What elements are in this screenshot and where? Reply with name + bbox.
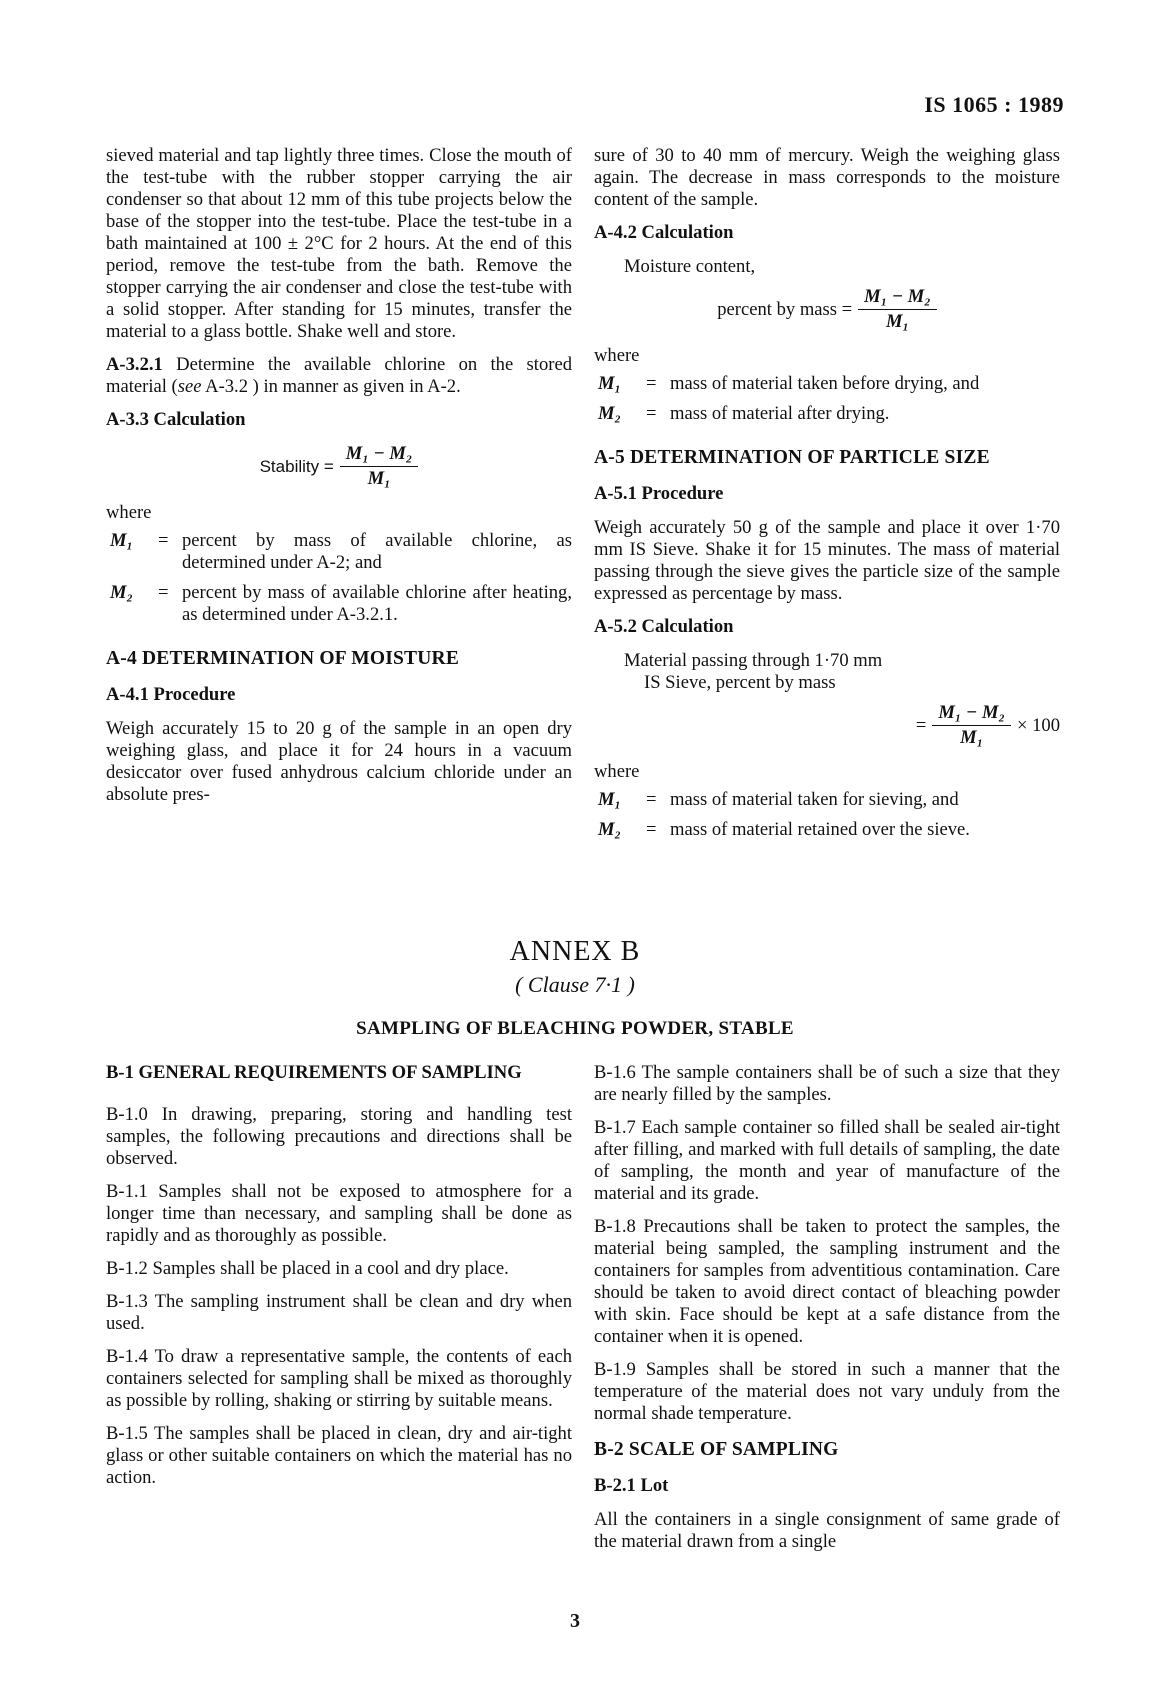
definition-symbol: M₂ [598,403,622,424]
formula-multiplier: × 100 [1016,714,1060,736]
fraction [932,702,1011,749]
heading-b-1: B-1 GENERAL REQUIREMENTS OF SAMPLING [106,1062,522,1083]
page-number: 3 [570,1610,580,1632]
where-label: where [106,502,152,523]
left-column-bottom [106,1062,572,1500]
stability-formula [106,443,572,490]
clause-b-1-1: B-1.1 Samples shall not be exposed to atmosphere for a longer time than necessary, and sampling shall be done as rapidly and as thoroughly as possible. [106,1181,572,1246]
paragraph-a-5-1: Weigh accurately 50 g of the sample and place it over 1·70 mm IS Sieve. Shake it for 15 minutes. The mass of material passing through the sieve gives the particle size of the sample expressed as percentage by mass. [594,517,1060,604]
paragraph-a-4-1: Weigh accurately 15 to 20 g of the sample in an open dry weighing glass, and place it for 24 hours in a vacuum desiccator over fused anhydrous calcium chloride under an absolute pres- [106,718,572,805]
right-column-top [594,145,1060,849]
definition-row [106,582,572,626]
definition-text: mass of material taken before drying, and [670,373,980,394]
clause-number: A-3.2.1 [106,354,163,375]
heading-a-4: A-4 DETERMINATION OF MOISTURE [106,648,460,669]
definition-equals: = [646,373,657,394]
annex-subtitle: SAMPLING OF BLEACHING POWDER, STABLE [356,1018,794,1039]
clause-b-1-0: B-1.0 In drawing, preparing, storing and handling test samples, the following precautions and directions shall be observed. [106,1104,572,1169]
clause-b-1-4: B-1.4 To draw a representative sample, the contents of each containers selected for sampling shall be mixed as thoroughly as possible by rolling, shaking or stirring by suitable means. [106,1346,572,1411]
clause-text-a: Determine the available chlorine on the stored material ( [106,354,572,397]
clause-b-1-2: B-1.2 Samples shall be placed in a cool and dry place. [106,1258,509,1279]
definition-row [594,789,1060,811]
passing-line-1: Material passing through 1·70 mm [624,650,883,671]
clause-b-1-6: B-1.6 The sample containers shall be of such a size that they are nearly filled by the samples. [594,1062,1060,1105]
definition-equals: = [158,530,169,551]
fraction-denominator: M₁ [367,468,391,489]
definition-equals: = [646,403,657,424]
clause-b-1-3: B-1.3 The sampling instrument shall be clean and dry when used. [106,1291,572,1334]
clause-b-1-9: B-1.9 Samples shall be stored in such a manner that the temperature of the material does not vary unduly from the normal shade temperature. [594,1359,1060,1424]
fraction-denominator: M₁ [960,727,984,748]
definition-equals: = [158,582,169,603]
fraction-numerator: M₁ − M₂ [340,443,419,467]
heading-a-4-1: A-4.1 Procedure [106,684,236,705]
definition-symbol: M₁ [110,530,134,551]
heading-b-2: B-2 SCALE OF SAMPLING [594,1439,839,1460]
definition-equals: = [646,789,657,810]
definition-symbol: M₁ [598,789,622,810]
definition-symbol: M₁ [598,373,622,394]
clause-text-b: A-3.2 ) in manner as given in A-2. [201,376,461,397]
heading-a-4-2: A-4.2 Calculation [594,222,734,243]
formula-label: percent by mass = [717,298,853,320]
clause-see: see [177,376,202,397]
definition-row [594,819,1060,841]
heading-a-5: A-5 DETERMINATION OF PARTICLE SIZE [594,447,990,468]
clause-b-2-1: All the containers in a single consignment of same grade of the material drawn from a single [594,1509,1060,1552]
left-column-top [106,145,572,806]
definition-symbol: M₂ [110,582,134,603]
clause-b-1-7: B-1.7 Each sample container so filled shall be sealed air-tight after filling, and marked with full details of sampling, the date of sampling, the month and year of manufacture of the material and its grade. [594,1117,1060,1204]
definition-text: percent by mass of available chlorine after heating, as determined under A-3.2.1. [182,582,572,625]
clause-a-3-2-1 [106,354,572,398]
definition-symbol: M₂ [598,819,622,840]
clause-b-1-5: B-1.5 The samples shall be placed in clean, dry and air-tight glass or other suitable containers on which the material has no action. [106,1423,572,1488]
definition-row [594,373,1060,395]
definition-text: mass of material taken for sieving, and [670,789,959,810]
formula-equals: = [915,714,927,736]
fraction [340,443,419,490]
moisture-label: Moisture content, [624,256,756,277]
definition-row [106,530,572,574]
fraction [858,286,937,333]
standard-number: IS 1065 : 1989 [924,92,1064,117]
passing-line-2: IS Sieve, percent by mass [644,672,836,693]
definition-text: percent by mass of available chlorine, as determined under A-2; and [182,530,572,573]
moisture-formula [594,286,1060,333]
paragraph-continuation: sure of 30 to 40 mm of mercury. Weigh the weighing glass again. The decrease in mass corresponds to the moisture content of the sample. [594,145,1060,210]
definition-text: mass of material after drying. [670,403,890,424]
where-label: where [594,345,640,366]
heading-b-2-1: B-2.1 Lot [594,1475,669,1496]
fraction-numerator: M₁ − M₂ [932,702,1011,726]
where-label: where [594,761,640,782]
clause-b-1-8: B-1.8 Precautions shall be taken to protect the samples, the material being sampled, the sampling instrument and the containers for samples from adventitious contamination. Care should be taken to avoid direct contact of bleaching powder with skin. Face should be kept at a safe distance from the container when it is opened. [594,1216,1060,1347]
right-column-bottom [594,1062,1060,1553]
passing-formula [594,702,1060,749]
fraction-denominator: M₁ [885,311,909,332]
definition-equals: = [646,819,657,840]
heading-a-5-1: A-5.1 Procedure [594,483,724,504]
paragraph-continuation: sieved material and tap lightly three times. Close the mouth of the test-tube with the rubber stopper carrying the air condenser so that about 12 mm of this tube projects below the base of the stopper into the test-tube. Place the test-tube in a bath maintained at 100 ± 2°C for 2 hours. At the end of this period, remove the test-tube from the bath. Remove the stopper carrying the air condenser and close the test-tube with a solid stopper. After standing for 15 minutes, transfer the material to a glass bottle. Shake well and store. [106,145,572,342]
formula-label: Stability = [259,456,334,476]
definition-row [594,403,1060,425]
heading-a-5-2: A-5.2 Calculation [594,616,734,637]
annex-clause: ( Clause 7·1 ) [515,972,635,997]
heading-a-3-3: A-3.3 Calculation [106,409,246,430]
fraction-numerator: M₁ − M₂ [858,286,937,310]
definition-text: mass of material retained over the sieve. [670,819,970,840]
annex-title: ANNEX B [509,936,641,967]
